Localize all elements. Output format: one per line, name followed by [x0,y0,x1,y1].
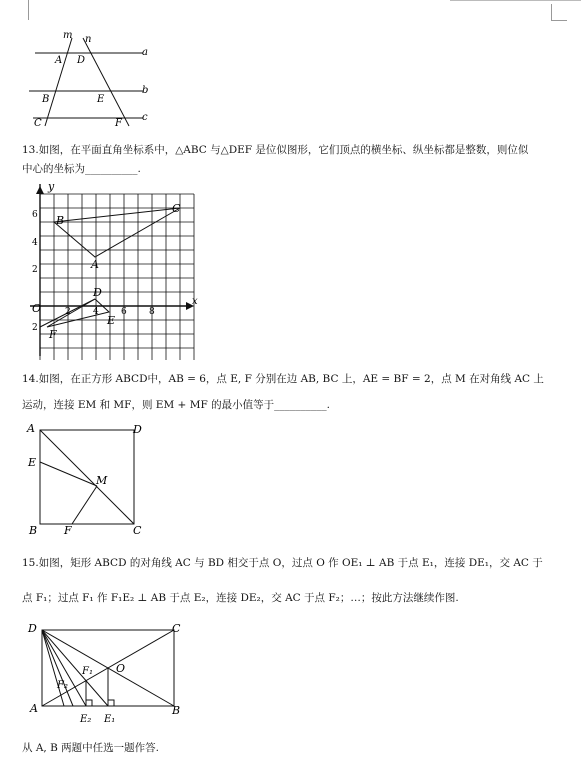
corner-mark-top-right [551,4,552,20]
rectangle-figure [24,618,194,726]
sq-label-D: D [133,423,142,436]
sq-label-C: C [133,524,142,537]
coordinate-grid-figure [20,178,200,360]
y-tick-2: 2 [32,265,38,275]
triangle-DEF [47,299,109,327]
sq-label-E: E [28,456,37,469]
label-A: A [55,55,63,66]
q14-text-line2: 运动，连接 EM 和 MF，则 EM + MF 的最小值等于__________. [22,399,330,411]
x-tick-8: 8 [149,307,155,317]
footer-instruction: 从 A, B 两题中任选一题作答. [22,742,159,754]
label-C: C [34,118,42,129]
point-D: D [93,286,102,299]
x-tick-2: 2 [65,307,71,317]
label-c: c [142,112,148,123]
corner-mark-top-left [28,0,29,20]
sq-label-B: B [29,524,38,537]
point-B: B [56,214,65,227]
axis-x-label: x [192,296,198,307]
parallel-lines-figure [25,28,165,132]
label-a: a [142,47,148,58]
rect-label-C: C [172,622,181,635]
rect-label-B: B [172,704,181,717]
sq-label-A: A [27,422,35,435]
rect-label-D: D [28,622,37,635]
rect-label-F2: F₂ [57,680,68,691]
sq-label-F: F [64,524,72,537]
x-tick-4: 4 [93,307,99,317]
y-tick-neg-2: 2 [32,323,38,333]
square-figure [24,420,154,538]
point-C: C [172,202,181,215]
q15-text-line1: 15.如图，矩形 ABCD 的对角线 AC 与 BD 相交于点 O，过点 O 作 OE₁ ⊥ AB 于点 E₁，连接 DE₁，交 AC 于 [22,557,543,569]
point-F: F [49,328,57,341]
y-tick-4: 4 [32,238,38,248]
label-b: b [142,85,149,96]
corner-mark-top-right-h [551,20,567,21]
point-A: A [91,258,99,271]
rect-label-F1: F₁ [82,666,93,677]
rect-label-E1: E₁ [104,714,116,725]
label-E: E [97,94,105,105]
label-m: m [63,30,73,41]
point-E: E [107,314,116,327]
label-D: D [77,55,86,66]
label-n: n [85,34,92,45]
label-F: F [115,118,122,129]
sq-label-M: M [96,474,108,487]
axis-y-label: y [48,180,55,193]
rect-label-O: O [116,662,126,675]
q13-text-line2: 中心的坐标为__________. [22,163,141,175]
q13-text-line1: 13.如图，在平面直角坐标系中，△ABC 与△DEF 是位似图形，它们顶点的横坐标、纵坐标都是整数，则位似 [22,144,529,156]
q14-text-line1: 14.如图，在正方形 ABCD中，AB = 6，点 E, F 分别在边 AB, BC 上，AE = BF = 2，点 M 在对角线 AC 上 [22,373,544,385]
origin-label: O [32,302,42,315]
rect-label-A: A [30,702,38,715]
label-B: B [42,94,50,105]
top-edge-line [450,0,581,1]
rect-label-E2: E₂ [80,714,92,725]
x-tick-6: 6 [121,307,127,317]
y-tick-6: 6 [32,210,38,220]
q15-text-line2: 点 F₁；过点 F₁ 作 F₁E₂ ⊥ AB 于点 E₂，连接 DE₂，交 AC 于点 F₂；…；按此方法继续作图. [22,592,459,604]
